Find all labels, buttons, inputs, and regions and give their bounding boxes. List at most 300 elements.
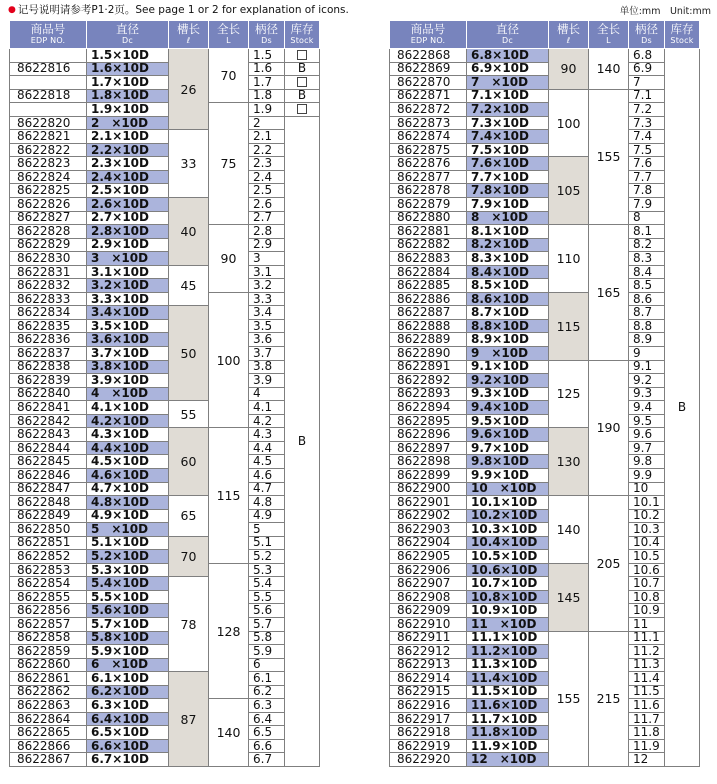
diameter-cell: 4.9×10D bbox=[87, 509, 169, 523]
table-row bbox=[390, 550, 700, 564]
diameter-cell: 4.8×10D bbox=[87, 496, 169, 510]
shank-diameter-cell: 3.5 bbox=[249, 319, 285, 333]
edp-number: 8622908 bbox=[390, 590, 467, 604]
shank-diameter-cell: 8.2 bbox=[629, 238, 665, 252]
diameter-cell: 8 ×10D bbox=[467, 211, 549, 225]
shank-diameter-cell: 6 bbox=[249, 658, 285, 672]
table-row bbox=[390, 333, 700, 347]
shank-diameter-cell: 7.5 bbox=[629, 143, 665, 157]
header-length: 全长 L bbox=[589, 21, 629, 49]
shank-diameter-cell: 2.2 bbox=[249, 143, 285, 157]
edp-number: 8622872 bbox=[390, 103, 467, 117]
diameter-cell: 9.6×10D bbox=[467, 428, 549, 442]
table-row bbox=[10, 360, 320, 374]
shank-diameter-cell: 4.2 bbox=[249, 414, 285, 428]
edp-number: 8622883 bbox=[390, 252, 467, 266]
diameter-cell: 1.8×10D bbox=[87, 89, 169, 103]
table-row bbox=[10, 509, 320, 523]
shank-diameter-cell: 3.3 bbox=[249, 292, 285, 306]
edp-number bbox=[10, 76, 87, 90]
shank-diameter-cell: 4.6 bbox=[249, 468, 285, 482]
shank-diameter-cell: 3.6 bbox=[249, 333, 285, 347]
table-row bbox=[10, 89, 320, 103]
stock-cell: B bbox=[285, 89, 320, 103]
table-row bbox=[10, 468, 320, 482]
shank-diameter-cell: 3.4 bbox=[249, 306, 285, 320]
diameter-cell: 2.5×10D bbox=[87, 184, 169, 198]
edp-number: 8622910 bbox=[390, 617, 467, 631]
table-row bbox=[390, 631, 700, 645]
overall-length-cell: 70 bbox=[209, 49, 249, 103]
diameter-cell: 3.6×10D bbox=[87, 333, 169, 347]
diameter-cell: 8.5×10D bbox=[467, 279, 549, 293]
diameter-cell: 9.7×10D bbox=[467, 441, 549, 455]
table-row bbox=[390, 143, 700, 157]
shank-diameter-cell: 9.4 bbox=[629, 401, 665, 415]
diameter-cell: 5.2×10D bbox=[87, 550, 169, 564]
diameter-cell: 4.4×10D bbox=[87, 441, 169, 455]
table-row bbox=[10, 238, 320, 252]
table-row bbox=[390, 753, 700, 767]
diameter-cell: 8.6×10D bbox=[467, 292, 549, 306]
diameter-cell: 11.1×10D bbox=[467, 631, 549, 645]
diameter-cell: 10.9×10D bbox=[467, 604, 549, 618]
edp-number: 8622866 bbox=[10, 739, 87, 753]
shank-diameter-cell: 8.9 bbox=[629, 333, 665, 347]
table-row bbox=[10, 523, 320, 537]
table-row bbox=[390, 685, 700, 699]
shank-diameter-cell: 2.1 bbox=[249, 130, 285, 144]
unit-label: 单位:mm Unit:mm bbox=[619, 6, 711, 17]
shank-diameter-cell: 11.3 bbox=[629, 658, 665, 672]
edp-number: 8622909 bbox=[390, 604, 467, 618]
overall-length-cell: 90 bbox=[209, 225, 249, 293]
table-row bbox=[390, 76, 700, 90]
shank-diameter-cell: 10.3 bbox=[629, 523, 665, 537]
edp-number: 8622911 bbox=[390, 631, 467, 645]
shank-diameter-cell: 9.8 bbox=[629, 455, 665, 469]
table-row bbox=[390, 279, 700, 293]
table-row bbox=[390, 726, 700, 740]
shank-diameter-cell: 10.1 bbox=[629, 496, 665, 510]
shank-diameter-cell: 4.1 bbox=[249, 401, 285, 415]
table-row bbox=[390, 211, 700, 225]
table-row bbox=[10, 319, 320, 333]
flute-length-cell: 130 bbox=[549, 428, 589, 496]
table-row bbox=[10, 726, 320, 740]
edp-number: 8622906 bbox=[390, 563, 467, 577]
edp-number: 8622846 bbox=[10, 468, 87, 482]
table-row bbox=[390, 347, 700, 361]
shank-diameter-cell: 2.5 bbox=[249, 184, 285, 198]
header-dc: 直径 Dc bbox=[87, 21, 169, 49]
table-row bbox=[10, 617, 320, 631]
edp-number: 8622837 bbox=[10, 347, 87, 361]
shank-diameter-cell: 7.3 bbox=[629, 116, 665, 130]
diameter-cell: 9.1×10D bbox=[467, 360, 549, 374]
diameter-cell: 4.6×10D bbox=[87, 468, 169, 482]
table-row bbox=[10, 184, 320, 198]
edp-number: 8622920 bbox=[390, 753, 467, 767]
diameter-cell: 5.7×10D bbox=[87, 617, 169, 631]
diameter-cell: 1.7×10D bbox=[87, 76, 169, 90]
edp-number: 8622861 bbox=[10, 672, 87, 686]
diameter-cell: 5.9×10D bbox=[87, 645, 169, 659]
flute-length-cell: 105 bbox=[549, 157, 589, 225]
edp-number: 8622890 bbox=[390, 347, 467, 361]
edp-number: 8622844 bbox=[10, 441, 87, 455]
edp-number: 8622867 bbox=[10, 753, 87, 767]
diameter-cell: 7.2×10D bbox=[467, 103, 549, 117]
edp-number: 8622897 bbox=[390, 441, 467, 455]
diameter-cell: 11.2×10D bbox=[467, 645, 549, 659]
diameter-cell: 2.7×10D bbox=[87, 211, 169, 225]
diameter-cell: 11.5×10D bbox=[467, 685, 549, 699]
flute-length-cell: 100 bbox=[549, 89, 589, 157]
table-row bbox=[390, 658, 700, 672]
table-row bbox=[10, 225, 320, 239]
edp-number: 8622820 bbox=[10, 116, 87, 130]
diameter-cell: 11.6×10D bbox=[467, 699, 549, 713]
diameter-cell: 11.4×10D bbox=[467, 672, 549, 686]
shank-diameter-cell: 6.6 bbox=[249, 739, 285, 753]
table-row bbox=[10, 550, 320, 564]
empty-box-icon bbox=[297, 50, 307, 60]
diameter-cell: 8.9×10D bbox=[467, 333, 549, 347]
shank-diameter-cell: 6.1 bbox=[249, 672, 285, 686]
shank-diameter-cell: 8.5 bbox=[629, 279, 665, 293]
diameter-cell: 4.7×10D bbox=[87, 482, 169, 496]
edp-number: 8622907 bbox=[390, 577, 467, 591]
header-flute: 槽长 ℓ bbox=[169, 21, 209, 49]
diameter-cell: 4.3×10D bbox=[87, 428, 169, 442]
edp-number: 8622862 bbox=[10, 685, 87, 699]
shank-diameter-cell: 4.8 bbox=[249, 496, 285, 510]
edp-number: 8622830 bbox=[10, 252, 87, 266]
diameter-cell: 6.5×10D bbox=[87, 726, 169, 740]
edp-number bbox=[10, 103, 87, 117]
shank-diameter-cell: 10.7 bbox=[629, 577, 665, 591]
edp-number: 8622842 bbox=[10, 414, 87, 428]
edp-number: 8622839 bbox=[10, 374, 87, 388]
diameter-cell: 6.3×10D bbox=[87, 699, 169, 713]
diameter-cell: 7.5×10D bbox=[467, 143, 549, 157]
edp-number: 8622881 bbox=[390, 225, 467, 239]
shank-diameter-cell: 9.6 bbox=[629, 428, 665, 442]
table-row bbox=[390, 130, 700, 144]
table-row bbox=[390, 265, 700, 279]
shank-diameter-cell: 4.5 bbox=[249, 455, 285, 469]
shank-diameter-cell: 9.1 bbox=[629, 360, 665, 374]
table-row bbox=[10, 672, 320, 686]
edp-number: 8622876 bbox=[390, 157, 467, 171]
edp-number: 8622834 bbox=[10, 306, 87, 320]
edp-number: 8622893 bbox=[390, 387, 467, 401]
edp-number: 8622903 bbox=[390, 523, 467, 537]
empty-box-icon bbox=[297, 104, 307, 114]
diameter-cell: 8.1×10D bbox=[467, 225, 549, 239]
diameter-cell: 8.4×10D bbox=[467, 265, 549, 279]
edp-number: 8622864 bbox=[10, 712, 87, 726]
stock-cell: B bbox=[285, 62, 320, 76]
edp-number: 8622840 bbox=[10, 387, 87, 401]
edp-number: 8622880 bbox=[390, 211, 467, 225]
diameter-cell: 8.7×10D bbox=[467, 306, 549, 320]
table-row bbox=[390, 103, 700, 117]
shank-diameter-cell: 5.9 bbox=[249, 645, 285, 659]
edp-number: 8622818 bbox=[10, 89, 87, 103]
stock-cell: B bbox=[665, 49, 700, 767]
shank-diameter-cell: 6.9 bbox=[629, 62, 665, 76]
shank-diameter-cell: 5.7 bbox=[249, 617, 285, 631]
diameter-cell: 4.2×10D bbox=[87, 414, 169, 428]
shank-diameter-cell: 8 bbox=[629, 211, 665, 225]
shank-diameter-cell: 6.8 bbox=[629, 49, 665, 63]
table-row bbox=[10, 198, 320, 212]
shank-diameter-cell: 1.5 bbox=[249, 49, 285, 63]
shank-diameter-cell: 10.5 bbox=[629, 550, 665, 564]
table-row bbox=[390, 739, 700, 753]
flute-length-cell: 140 bbox=[549, 496, 589, 564]
edp-number: 8622838 bbox=[10, 360, 87, 374]
edp-number: 8622915 bbox=[390, 685, 467, 699]
overall-length-cell: 190 bbox=[589, 360, 629, 495]
diameter-cell: 11 ×10D bbox=[467, 617, 549, 631]
table-row bbox=[390, 523, 700, 537]
edp-number: 8622914 bbox=[390, 672, 467, 686]
diameter-cell: 5.3×10D bbox=[87, 563, 169, 577]
diameter-cell: 2.3×10D bbox=[87, 157, 169, 171]
edp-number: 8622879 bbox=[390, 198, 467, 212]
diameter-cell: 10 ×10D bbox=[467, 482, 549, 496]
shank-diameter-cell: 10 bbox=[629, 482, 665, 496]
shank-diameter-cell: 10.8 bbox=[629, 590, 665, 604]
table-row bbox=[10, 685, 320, 699]
diameter-cell: 11.9×10D bbox=[467, 739, 549, 753]
shank-diameter-cell: 4.4 bbox=[249, 441, 285, 455]
flute-length-cell: 155 bbox=[549, 631, 589, 766]
diameter-cell: 11.3×10D bbox=[467, 658, 549, 672]
diameter-cell: 5.6×10D bbox=[87, 604, 169, 618]
table-row bbox=[10, 130, 320, 144]
overall-length-cell: 75 bbox=[209, 103, 249, 225]
table-row bbox=[10, 455, 320, 469]
flute-length-cell: 90 bbox=[549, 49, 589, 90]
shank-diameter-cell: 1.6 bbox=[249, 62, 285, 76]
diameter-cell: 4 ×10D bbox=[87, 387, 169, 401]
flute-length-cell: 65 bbox=[169, 496, 209, 537]
edp-number: 8622849 bbox=[10, 509, 87, 523]
edp-number: 8622854 bbox=[10, 577, 87, 591]
diameter-cell: 7.7×10D bbox=[467, 170, 549, 184]
diameter-cell: 10.3×10D bbox=[467, 523, 549, 537]
table-row bbox=[10, 292, 320, 306]
shank-diameter-cell: 1.9 bbox=[249, 103, 285, 117]
table-row bbox=[10, 441, 320, 455]
shank-diameter-cell: 5.3 bbox=[249, 563, 285, 577]
header-stock: 库存 Stock bbox=[285, 21, 320, 49]
edp-number: 8622835 bbox=[10, 319, 87, 333]
shank-diameter-cell: 5.5 bbox=[249, 590, 285, 604]
diameter-cell: 2.8×10D bbox=[87, 225, 169, 239]
diameter-cell: 7.9×10D bbox=[467, 198, 549, 212]
edp-number: 8622841 bbox=[10, 401, 87, 415]
diameter-cell: 7.4×10D bbox=[467, 130, 549, 144]
diameter-cell: 6.2×10D bbox=[87, 685, 169, 699]
table-row bbox=[10, 279, 320, 293]
table-row bbox=[10, 563, 320, 577]
shank-diameter-cell: 8.1 bbox=[629, 225, 665, 239]
edp-number: 8622895 bbox=[390, 414, 467, 428]
flute-length-cell: 33 bbox=[169, 130, 209, 198]
edp-number: 8622871 bbox=[390, 89, 467, 103]
flute-length-cell: 45 bbox=[169, 265, 209, 306]
overall-length-cell: 140 bbox=[209, 699, 249, 767]
overall-length-cell: 140 bbox=[589, 49, 629, 90]
shank-diameter-cell: 3.2 bbox=[249, 279, 285, 293]
shank-diameter-cell: 7.2 bbox=[629, 103, 665, 117]
shank-diameter-cell: 8.6 bbox=[629, 292, 665, 306]
table-row bbox=[390, 360, 700, 374]
table-row bbox=[390, 306, 700, 320]
icon-note-text: 记号说明请参考P1·2页。See page 1 or 2 for explanation of icons. bbox=[17, 4, 349, 16]
shank-diameter-cell: 5.1 bbox=[249, 536, 285, 550]
table-row bbox=[390, 225, 700, 239]
shank-diameter-cell: 7.8 bbox=[629, 184, 665, 198]
table-row bbox=[10, 211, 320, 225]
diameter-cell: 6.6×10D bbox=[87, 739, 169, 753]
table-row bbox=[10, 143, 320, 157]
edp-number: 8622919 bbox=[390, 739, 467, 753]
spec-table-right bbox=[389, 20, 700, 767]
shank-diameter-cell: 9.3 bbox=[629, 387, 665, 401]
diameter-cell: 3.9×10D bbox=[87, 374, 169, 388]
flute-length-cell: 78 bbox=[169, 577, 209, 672]
stock-cell bbox=[285, 49, 320, 63]
edp-number: 8622885 bbox=[390, 279, 467, 293]
shank-diameter-cell: 5 bbox=[249, 523, 285, 537]
overall-length-cell: 128 bbox=[209, 563, 249, 698]
diameter-cell: 10.4×10D bbox=[467, 536, 549, 550]
table-row bbox=[390, 563, 700, 577]
table-row bbox=[10, 414, 320, 428]
table-row bbox=[390, 62, 700, 76]
stock-cell bbox=[285, 103, 320, 117]
table-row bbox=[390, 157, 700, 171]
shank-diameter-cell: 11.6 bbox=[629, 699, 665, 713]
diameter-cell: 2.1×10D bbox=[87, 130, 169, 144]
shank-diameter-cell: 7.6 bbox=[629, 157, 665, 171]
flute-length-cell: 26 bbox=[169, 49, 209, 130]
edp-number: 8622828 bbox=[10, 225, 87, 239]
stock-cell: B bbox=[285, 116, 320, 766]
diameter-cell: 3.7×10D bbox=[87, 347, 169, 361]
shank-diameter-cell: 5.8 bbox=[249, 631, 285, 645]
edp-number: 8622825 bbox=[10, 184, 87, 198]
red-dot-icon: ● bbox=[8, 4, 16, 15]
table-row bbox=[390, 617, 700, 631]
table-row bbox=[390, 468, 700, 482]
header-edp: 商品号 EDP NO. bbox=[10, 21, 87, 49]
shank-diameter-cell: 3.7 bbox=[249, 347, 285, 361]
edp-number: 8622856 bbox=[10, 604, 87, 618]
diameter-cell: 3.4×10D bbox=[87, 306, 169, 320]
table-row bbox=[10, 387, 320, 401]
table-row bbox=[10, 170, 320, 184]
table-row bbox=[10, 536, 320, 550]
table-row bbox=[10, 347, 320, 361]
table-row bbox=[390, 401, 700, 415]
shank-diameter-cell: 2.6 bbox=[249, 198, 285, 212]
icon-note bbox=[8, 2, 349, 17]
diameter-cell: 10.1×10D bbox=[467, 496, 549, 510]
diameter-cell: 6 ×10D bbox=[87, 658, 169, 672]
diameter-cell: 5.8×10D bbox=[87, 631, 169, 645]
flute-length-cell: 50 bbox=[169, 306, 209, 401]
table-row bbox=[10, 428, 320, 442]
edp-number: 8622816 bbox=[10, 62, 87, 76]
table-row bbox=[390, 387, 700, 401]
diameter-cell: 2 ×10D bbox=[87, 116, 169, 130]
shank-diameter-cell: 3.8 bbox=[249, 360, 285, 374]
flute-length-cell: 145 bbox=[549, 563, 589, 631]
shank-diameter-cell: 11.9 bbox=[629, 739, 665, 753]
table-row bbox=[10, 374, 320, 388]
flute-length-cell: 125 bbox=[549, 360, 589, 428]
table-row bbox=[390, 49, 700, 63]
table-row bbox=[390, 496, 700, 510]
table-row bbox=[390, 699, 700, 713]
table-row bbox=[10, 333, 320, 347]
table-row bbox=[10, 76, 320, 90]
edp-number: 8622852 bbox=[10, 550, 87, 564]
shank-diameter-cell: 5.2 bbox=[249, 550, 285, 564]
edp-number: 8622904 bbox=[390, 536, 467, 550]
diameter-cell: 2.9×10D bbox=[87, 238, 169, 252]
table-row bbox=[10, 577, 320, 591]
shank-diameter-cell: 8.3 bbox=[629, 252, 665, 266]
diameter-cell: 5 ×10D bbox=[87, 523, 169, 537]
diameter-cell: 12 ×10D bbox=[467, 753, 549, 767]
header-length: 全长 L bbox=[209, 21, 249, 49]
edp-number: 8622868 bbox=[390, 49, 467, 63]
table-row bbox=[390, 590, 700, 604]
edp-number: 8622831 bbox=[10, 265, 87, 279]
shank-diameter-cell: 2.4 bbox=[249, 170, 285, 184]
header-edp: 商品号 EDP NO. bbox=[390, 21, 467, 49]
edp-number bbox=[10, 49, 87, 63]
edp-number: 8622833 bbox=[10, 292, 87, 306]
table-row bbox=[390, 116, 700, 130]
flute-length-cell: 110 bbox=[549, 225, 589, 293]
flute-length-cell: 115 bbox=[549, 292, 589, 360]
edp-number: 8622889 bbox=[390, 333, 467, 347]
shank-diameter-cell: 6.2 bbox=[249, 685, 285, 699]
table-row bbox=[390, 428, 700, 442]
diameter-cell: 3.1×10D bbox=[87, 265, 169, 279]
table-row bbox=[390, 672, 700, 686]
diameter-cell: 1.5×10D bbox=[87, 49, 169, 63]
edp-number: 8622821 bbox=[10, 130, 87, 144]
header-flute: 槽长 ℓ bbox=[549, 21, 589, 49]
shank-diameter-cell: 4.9 bbox=[249, 509, 285, 523]
diameter-cell: 5.4×10D bbox=[87, 577, 169, 591]
shank-diameter-cell: 9.5 bbox=[629, 414, 665, 428]
edp-number: 8622900 bbox=[390, 482, 467, 496]
header-stock: 库存 Stock bbox=[665, 21, 700, 49]
shank-diameter-cell: 10.9 bbox=[629, 604, 665, 618]
diameter-cell: 7.3×10D bbox=[467, 116, 549, 130]
